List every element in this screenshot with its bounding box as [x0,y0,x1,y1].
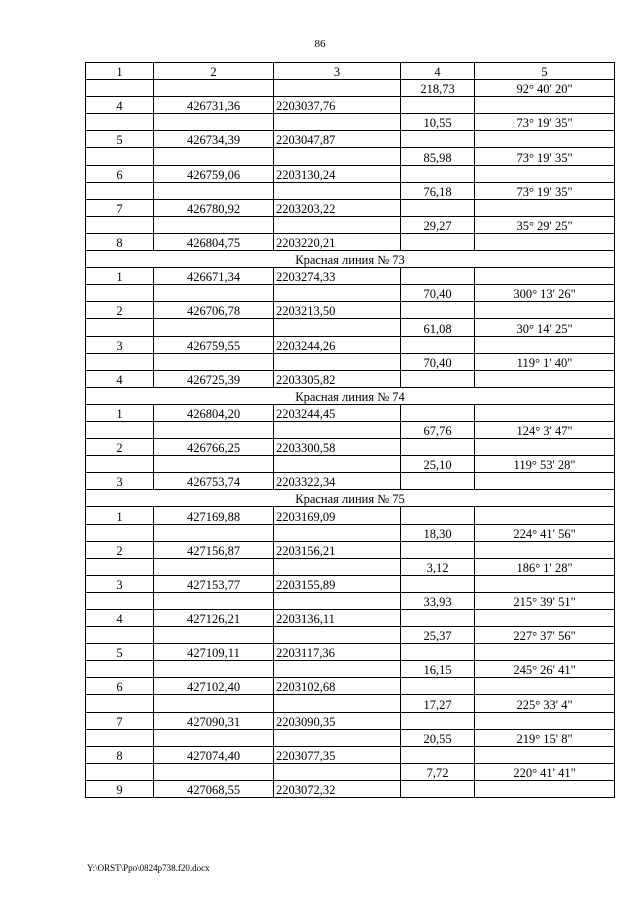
bearing-cell [475,575,615,592]
length-cell: 25,37 [401,627,475,644]
segment-row [86,285,615,302]
length-cell [401,370,475,387]
length-cell: 10,55 [401,114,475,131]
bearing-cell: 119° 53' 28" [475,456,615,473]
y-coordinate-cell [274,148,401,165]
bearing-cell [475,439,615,456]
bearing-cell [475,370,615,387]
bearing-cell: 219° 15' 8" [475,729,615,746]
length-cell: 76,18 [401,182,475,199]
bearing-cell [475,610,615,627]
point-row [86,541,615,558]
y-coordinate-cell [274,182,401,199]
point-number-cell: 4 [86,370,154,387]
bearing-cell [475,678,615,695]
segment-row [86,524,615,541]
y-coordinate-cell: 2203037,76 [274,97,401,114]
x-coordinate-cell [154,319,274,336]
page-number: 86 [314,38,326,50]
y-coordinate-cell [274,80,401,97]
length-cell [401,233,475,250]
x-coordinate-cell: 427126,21 [154,610,274,627]
length-cell: 17,27 [401,695,475,712]
x-coordinate-cell [154,148,274,165]
point-number-cell: 5 [86,644,154,661]
point-row [86,439,615,456]
bearing-cell [475,268,615,285]
point-number-cell: 1 [86,268,154,285]
y-coordinate-cell: 2203274,33 [274,268,401,285]
x-coordinate-cell [154,729,274,746]
point-row [86,97,615,114]
segment-row [86,661,615,678]
point-row [86,268,615,285]
bearing-cell: 186° 1' 28" [475,558,615,575]
point-row [86,165,615,182]
y-coordinate-cell: 2203136,11 [274,610,401,627]
segment-row [86,558,615,575]
bearing-cell [475,712,615,729]
point-row [86,199,615,216]
segment-row [86,592,615,609]
point-number-cell [86,216,154,233]
coordinates-table [85,62,615,798]
x-coordinate-cell [154,114,274,131]
x-coordinate-cell [154,80,274,97]
length-cell [401,541,475,558]
x-coordinate-cell: 427090,31 [154,712,274,729]
x-coordinate-cell: 427109,11 [154,644,274,661]
length-cell [401,404,475,421]
point-row [86,336,615,353]
bearing-cell [475,473,615,490]
y-coordinate-cell [274,114,401,131]
y-coordinate-cell: 2203130,24 [274,165,401,182]
column-header: 2 [154,63,274,80]
point-number-cell: 7 [86,199,154,216]
point-number-cell [86,592,154,609]
y-coordinate-cell: 2203072,32 [274,780,401,797]
length-cell: 67,76 [401,421,475,438]
length-cell: 20,55 [401,729,475,746]
y-coordinate-cell: 2203244,45 [274,404,401,421]
point-number-cell: 2 [86,302,154,319]
segment-row [86,319,615,336]
x-coordinate-cell [154,421,274,438]
y-coordinate-cell: 2203155,89 [274,575,401,592]
x-coordinate-cell: 427156,87 [154,541,274,558]
bearing-cell: 73° 19' 35" [475,114,615,131]
y-coordinate-cell: 2203169,09 [274,507,401,524]
segment-row [86,763,615,780]
point-row [86,644,615,661]
length-cell: 3,12 [401,558,475,575]
point-row [86,575,615,592]
x-coordinate-cell: 426706,78 [154,302,274,319]
length-cell [401,746,475,763]
point-row [86,746,615,763]
y-coordinate-cell: 2203203,22 [274,199,401,216]
bearing-cell [475,131,615,148]
length-cell [401,199,475,216]
bearing-cell: 73° 19' 35" [475,148,615,165]
length-cell: 85,98 [401,148,475,165]
length-cell [401,473,475,490]
length-cell: 33,93 [401,592,475,609]
point-number-cell: 3 [86,575,154,592]
point-row [86,712,615,729]
bearing-cell [475,336,615,353]
y-coordinate-cell [274,421,401,438]
y-coordinate-cell [274,558,401,575]
point-number-cell: 2 [86,439,154,456]
y-coordinate-cell: 2203090,35 [274,712,401,729]
segment-row [86,729,615,746]
point-row [86,302,615,319]
y-coordinate-cell [274,456,401,473]
y-coordinate-cell [274,661,401,678]
point-number-cell [86,763,154,780]
point-row [86,507,615,524]
bearing-cell [475,302,615,319]
x-coordinate-cell [154,285,274,302]
y-coordinate-cell [274,763,401,780]
segment-row [86,80,615,97]
point-row [86,780,615,797]
x-coordinate-cell: 426725,39 [154,370,274,387]
point-number-cell: 3 [86,473,154,490]
bearing-cell: 124° 3' 47" [475,421,615,438]
length-cell [401,644,475,661]
length-cell [401,439,475,456]
y-coordinate-cell [274,216,401,233]
length-cell [401,780,475,797]
length-cell: 18,30 [401,524,475,541]
bearing-cell: 119° 1' 40" [475,353,615,370]
point-number-cell: 4 [86,97,154,114]
length-cell [401,712,475,729]
bearing-cell: 35° 29' 25" [475,216,615,233]
x-coordinate-cell [154,353,274,370]
bearing-cell: 245° 26' 41" [475,661,615,678]
length-cell: 25,10 [401,456,475,473]
bearing-cell: 224° 41' 56" [475,524,615,541]
point-number-cell [86,148,154,165]
x-coordinate-cell [154,763,274,780]
point-row [86,473,615,490]
y-coordinate-cell: 2203213,50 [274,302,401,319]
bearing-cell [475,780,615,797]
x-coordinate-cell [154,695,274,712]
y-coordinate-cell [274,285,401,302]
y-coordinate-cell: 2203244,26 [274,336,401,353]
point-number-cell: 6 [86,678,154,695]
y-coordinate-cell: 2203322,34 [274,473,401,490]
section-title-row [86,251,615,268]
y-coordinate-cell: 2203220,21 [274,233,401,250]
bearing-cell [475,233,615,250]
point-number-cell: 9 [86,780,154,797]
table-header-row [86,63,615,80]
point-row [86,610,615,627]
x-coordinate-cell: 426734,39 [154,131,274,148]
segment-row [86,114,615,131]
y-coordinate-cell [274,729,401,746]
bearing-cell: 30° 14' 25" [475,319,615,336]
segment-row [86,456,615,473]
point-number-cell [86,661,154,678]
y-coordinate-cell: 2203047,87 [274,131,401,148]
point-number-cell [86,80,154,97]
point-number-cell: 1 [86,507,154,524]
length-cell [401,678,475,695]
y-coordinate-cell [274,695,401,712]
point-number-cell: 3 [86,336,154,353]
x-coordinate-cell: 426759,06 [154,165,274,182]
x-coordinate-cell [154,524,274,541]
bearing-cell [475,644,615,661]
x-coordinate-cell [154,216,274,233]
point-number-cell [86,627,154,644]
point-number-cell [86,558,154,575]
x-coordinate-cell: 426766,25 [154,439,274,456]
y-coordinate-cell: 2203300,58 [274,439,401,456]
bearing-cell: 227° 37' 56" [475,627,615,644]
point-number-cell [86,182,154,199]
x-coordinate-cell: 426731,36 [154,97,274,114]
segment-row [86,353,615,370]
length-cell [401,507,475,524]
point-number-cell: 8 [86,746,154,763]
x-coordinate-cell [154,592,274,609]
length-cell [401,268,475,285]
length-cell: 61,08 [401,319,475,336]
y-coordinate-cell [274,627,401,644]
x-coordinate-cell [154,182,274,199]
bearing-cell: 92° 40' 20" [475,80,615,97]
y-coordinate-cell [274,524,401,541]
point-number-cell [86,319,154,336]
section-title: Красная линия № 75 [86,490,615,507]
y-coordinate-cell [274,592,401,609]
y-coordinate-cell: 2203077,35 [274,746,401,763]
point-number-cell [86,524,154,541]
point-number-cell: 7 [86,712,154,729]
bearing-cell: 215° 39' 51" [475,592,615,609]
x-coordinate-cell: 427102,40 [154,678,274,695]
section-title: Красная линия № 74 [86,387,615,404]
point-number-cell [86,695,154,712]
y-coordinate-cell: 2203117,36 [274,644,401,661]
point-number-cell [86,114,154,131]
x-coordinate-cell: 427169,88 [154,507,274,524]
x-coordinate-cell: 427074,40 [154,746,274,763]
segment-row [86,182,615,199]
segment-row [86,148,615,165]
y-coordinate-cell [274,319,401,336]
bearing-cell: 300° 13' 26" [475,285,615,302]
length-cell [401,97,475,114]
point-number-cell [86,421,154,438]
length-cell [401,610,475,627]
x-coordinate-cell: 427068,55 [154,780,274,797]
y-coordinate-cell: 2203102,68 [274,678,401,695]
column-header: 4 [401,63,475,80]
length-cell: 70,40 [401,353,475,370]
length-cell [401,302,475,319]
x-coordinate-cell: 426759,55 [154,336,274,353]
point-number-cell: 8 [86,233,154,250]
point-number-cell: 6 [86,165,154,182]
point-number-cell [86,353,154,370]
segment-row [86,421,615,438]
column-header: 3 [274,63,401,80]
point-number-cell [86,456,154,473]
x-coordinate-cell: 427153,77 [154,575,274,592]
length-cell: 7,72 [401,763,475,780]
x-coordinate-cell [154,661,274,678]
section-title: Красная линия № 73 [86,251,615,268]
section-title-row [86,490,615,507]
point-row [86,678,615,695]
point-number-cell: 5 [86,131,154,148]
length-cell [401,575,475,592]
length-cell: 218,73 [401,80,475,97]
column-header: 1 [86,63,154,80]
point-number-cell [86,285,154,302]
x-coordinate-cell [154,456,274,473]
x-coordinate-cell: 426753,74 [154,473,274,490]
x-coordinate-cell: 426804,20 [154,404,274,421]
x-coordinate-cell: 426671,34 [154,268,274,285]
length-cell [401,336,475,353]
x-coordinate-cell: 426804,75 [154,233,274,250]
bearing-cell [475,541,615,558]
y-coordinate-cell [274,353,401,370]
point-number-cell: 4 [86,610,154,627]
bearing-cell [475,165,615,182]
length-cell: 29,27 [401,216,475,233]
point-number-cell: 2 [86,541,154,558]
y-coordinate-cell: 2203156,21 [274,541,401,558]
point-row [86,131,615,148]
x-coordinate-cell [154,558,274,575]
length-cell [401,165,475,182]
x-coordinate-cell: 426780,92 [154,199,274,216]
point-row [86,233,615,250]
bearing-cell [475,199,615,216]
x-coordinate-cell [154,627,274,644]
point-number-cell [86,729,154,746]
point-row [86,370,615,387]
section-title-row [86,387,615,404]
length-cell: 70,40 [401,285,475,302]
bearing-cell [475,507,615,524]
bearing-cell [475,746,615,763]
segment-row [86,627,615,644]
bearing-cell [475,97,615,114]
segment-row [86,695,615,712]
bearing-cell [475,404,615,421]
bearing-cell: 225° 33' 4" [475,695,615,712]
point-number-cell: 1 [86,404,154,421]
y-coordinate-cell: 2203305,82 [274,370,401,387]
length-cell: 16,15 [401,661,475,678]
segment-row [86,216,615,233]
footer-file-path: Y:\ORST\Ppo\0824p738.f20.docx [87,863,210,873]
column-header: 5 [475,63,615,80]
length-cell [401,131,475,148]
point-row [86,404,615,421]
bearing-cell: 220° 41' 41" [475,763,615,780]
bearing-cell: 73° 19' 35" [475,182,615,199]
